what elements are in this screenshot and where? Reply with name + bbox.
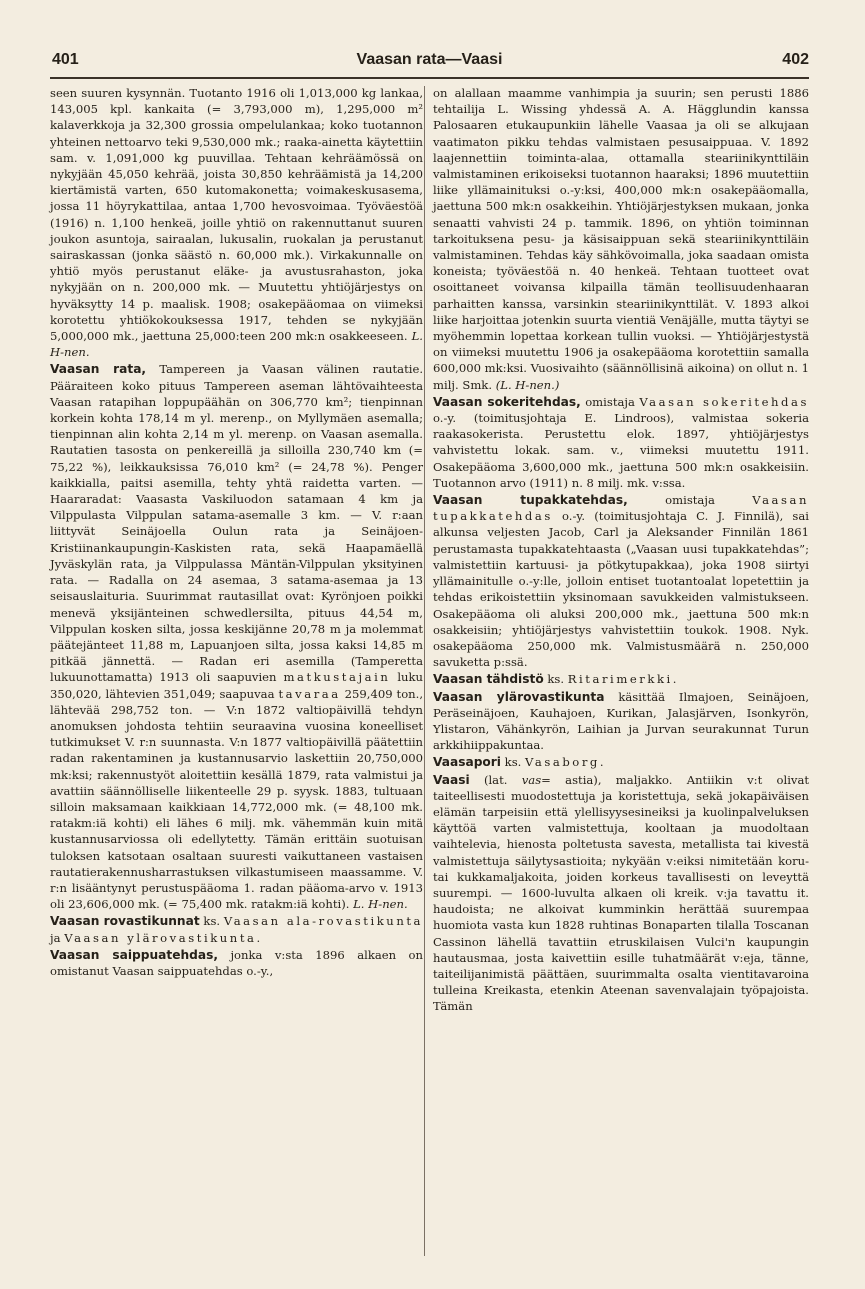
headword: Vaasapori [433, 755, 501, 770]
entry-vaasan-rovastikunnat: Vaasan rovastikunnat ks. Vaasan ala-rovastikunta ja Vaasan ylärovastikunta. [50, 914, 424, 945]
headword: Vaasan tähdistö [433, 672, 544, 687]
entry-vaasan-sokeritehdas: Vaasan sokeritehdas, omistaja Vaasan sokeritehdas o.-y. (toimitusjohtaja E. Lindroos), valmistaa sokeria raakasokerista. Perustettu elok. 1897, yhtiöjärjestys vahvistettu lokak. sam. v., viimeksi muutettu 1911. Osakepääoma 3,600,000 mk., jaettuna 500 mk:n osakkeisiin. Tuotannon arvo (1911) n. 8 milj. mk. v:ssa. [433, 394, 809, 490]
author-signature: L. H-nen. [353, 897, 408, 912]
author-signature: L. H-nen. [50, 329, 423, 360]
entry-continuation: seen suuren kysynnän. Tuotanto 1916 oli 1,013,000 kg lankaa, 143,005 kpl. kankaita (= 3,793,000 m), 1,295,000 m² kalaverkkoja ja 32,300 grossia ompelulankaa; koko tuotannon yhteinen nettoarvo teki 9,530,000 mk.; raaka-ainetta käytettiin sam. v. 1,091,000 kg puuvillaa. Tehtaan kehräämössä on nykyjään 45,050 kehrää, joista 30,850 kehräämistä ja 14,200 kiertämistä varten, 650 kutomakonetta; voimakeskusasema, jossa 11 höyrykattilaa, antaa 1,700 hevosvoimaa. Työväestöä (1916) n. 1,100 henkeä, joille yhtiö on rakennuttanut suuren joukon asuntoja, sairaalan, lukusalin, ruokalan ja perustanut sairaskassan (jonka säästö n. 60,000 mk.). Virkakunnalle on yhtiö myös perustanut eläke- ja avustusrahaston, joka nykyjään on n. 200,000 mk. — Muutettu yhtiöjärjestys on hyväksytty 14 p. maalisk. 1908; osakepääomaa on viimeksi korotettu yhtiökokouksessa 1917, tehden se nykyjään 5,000,000 mk., jaettuna 25,000:teen 200 mk:n osakkeeseen. L. H-nen. [50, 86, 423, 360]
running-title: Vaasan rata—Vaasi [356, 51, 503, 68]
entry-vaasan-tahdisto: Vaasan tähdistö ks. Ritarimerkki. [433, 672, 680, 687]
column-divider [424, 86, 425, 1256]
entry-vaasan-saippuatehdas: Vaasan saippuatehdas, jonka v:sta 1896 alkaen on omistanut Vaasan saippuatehdas o.-y., [50, 947, 424, 978]
page-number-left: 401 [52, 51, 79, 68]
entry-vaasan-tupakkatehdas: Vaasan tupakkatehdas, omistaja Vaasan tupakkatehdas o.-y. (toimitusjohtaja C. J. Finnilä), sai alkunsa veljesten Jacob, Carl ja Aleksander Finnilän 1861 perustamasta tupakkatehtaasta („Vaasan uusi tupakkatehdas”; valmistettiin kartuusi- ja pötkytupakkaa), joka 1908 siirtyi yllämainitulle o.-y:lle, jolloin entiset tuotantoalat lopetettiin ja tehdas erikoistettiin yksinomaan savukkeiden valmistukseen. Osakepääoma oli aluksi 200,000 mk., jaettuna 500 mk:n osakkeisiin; yhtiöjärjestys vahvistettiin toukok. 1908. Nyk. osakepääoma 250,000 mk. Valmistusmäärä n. 250,000 savuketta p:ssä. [433, 493, 809, 670]
headword: Vaasan saippuatehdas, [50, 947, 218, 962]
entry-saippuatehdas-continuation: on alallaan maamme vanhimpia ja suurin; sen perusti 1886 tehtailija L. Wissing yhdessä A. A. Hägglundin kanssa Palosaaren etukaupunkiin lähelle Vaasaa ja oli se alkujaan vaatimaton pikku tehdas valmistaen pesusaippuaa. V. 1892 laajennettiin toiminta-alaa, ottamalla steariinikynttiläin valmistaminen erikoiseksi tuotannon haaraksi; 1896 muutettiin liike yllämainituksi o.-y:ksi, 400,000 mk:n osakepääomalla, jaettuna 500 mk:n osakkeihin. Yhtiöjärjestyksen mukaan, jonka senaatti vahvisti 24 p. tammik. 1896, on yhtiön toiminnan tarkoituksena pesu- ja käsisaippuan sekä steariinikynttiläin valmistaminen. Tehdas käy sähkövoimalla, joka saadaan omista koneista; työväestöä n. 40 henkeä. Tehtaan tuotteet ovat osoittaneet voivansa kilpailla tämän teollisuudenhaaran parhaitten kanssa, varsinkin steariinikynttilät. V. 1893 alkoi liike harjoittaa jotenkin suurta vientiä Venäjälle, mutta täytyi se myöhemmin lopettaa korkean tullin vuoksi. — Yhtiöjärjestystä on viimeksi muutettu 1906 ja osakepääoma korotettiin samalla 600,000 mk:ksi. Vuosivaihto (säännöllisinä aikoina) on ollut n. 1 milj. Smk. (L. H-nen.) [433, 86, 809, 392]
entry-vaasapori: Vaasapori ks. Vasaborg. [433, 755, 607, 770]
author-signature: (L. H-nen.) [495, 377, 560, 392]
page-header [50, 47, 809, 79]
headword: Vaasan sokeritehdas, [433, 394, 581, 409]
headword: Vaasan rata, [50, 362, 147, 377]
headword: Vaasan rovastikunnat [50, 914, 200, 929]
headword: Vaasan tupakkatehdas, [433, 493, 628, 508]
left-column [50, 85, 423, 979]
entry-vaasi: Vaasi (lat. vas= astia), maljakko. Antiikin v:t olivat taiteellisesti muodostettuja ja koristettuja, sekä jokapäiväisen elämän tarpeisiin että ylellisyysesineiksi ja kuolinpalveluksen käyttöä varten valmistettuja, kooltaan ja muodoltaan vaihtelevia, hienosta poltetusta savesta, metallista tai kivestä valmistettuja säilytysastioita; nykyään v:eiksi nimitetään koru- tai kukkamaljakoita, joiden korkeus tavallisesti on leveyttä suurempi. — 1600-luvulta alkaen oli kreik. v:ja tavattu it. haudoista; ne alkoivat kumminkin herättää suurempaa huomiota vasta kun 1828 ruhtinas Bonaparten tilalla Toscanan Cassinon lähellä tavattiin etruskilaisen Vulci'n kaupungin hautausmaa, josta kaivettiin esille tuhatmäärät v:eja, tänne, taiteilijanimistä päättäen, suurimmalta osalta vientitavaroina tulleina Kreikasta, etenkin Ateenan savenvalajain työpajoista. Tämän [433, 772, 810, 1014]
entry-vaasan-rata: Vaasan rata, Tampereen ja Vaasan välinen rautatie. Pääraiteen koko pituus Tampereen aseman lähtövaihteesta Vaasan ratapihan loppupäähän on 306,770 km²; tienpinnan korkein kohta 178,14 m yl. merenp., on Myllymäen asemalla; tienpinnan alin kohta 2,14 m yl. merenp. on Vaasan asemalla. Rautatien tasosta on penkereillä ja silloilla 230,740 km (= 75,22 %), leikkauksissa 76,010 km² (= 24,78 %). Penger kaikkialla, paitsi asemilla, tehty yhtä raidetta varten. — Haararadat: Vaasasta Vaskiluodon satamaan 4 km ja Vilppulasta Vilppulan satama-asemalle 3 km. — V. r:aan liittyvät Seinäjoella Oulun rata ja Seinäjoen-Kristiinankaupungin-Kaskisten rata, sekä Haapamäellä Jyväskylän rata, ja Vilppulassa Mäntän-Vilppulan yksityinen rata. — Radalla on 24 asemaa, 3 satama-asemaa ja 13 seisauslaituria. Suurimmat rautasillat ovat: Kyrönjoen poikki menevä yksijänteinen schwedlersilta, pituus 44,54 m, Vilppulan kosken silta, jossa keskijänne 20,78 m ja molemmat päätejänteet 11,88 m, Lapuanjoen silta, jossa kaksi 14,85 m pitkää jännettä. — Radan eri asemilla (Tamperetta lukuunottamatta) 1913 oli saapuvien matkustajain luku 350,020, lähtevien 351,049; saapuvaa tavaraa 259,409 ton., lähtevää 298,752 ton. — V:n 1872 valtiopäivillä tehdyn anomuksen johdosta tehtiin seuraavina vuosina koneelliset tutkimukset V. r:n suunnasta. V:n 1877 valtiopäivillä päätettiin radan rakentaminen ja kustannusarvio laskettiin 20,750,000 mk:ksi; rakennustyöt aloitettiin kesällä 1879, rata valmistui ja avattiin säännölliselle liikenteelle 29 p. syysk. 1883, tultuaan silloin maksamaan kaikkiaan 14,772,000 mk. (= 48,100 mk. ratakm:iä kohti) eli lähes 6 milj. mk. vähemmän kuin mitä kustannusarviossa oli edellytetty. Tämän erittäin suotuisan tuloksen katsotaan osaltaan suuresti vaikuttaneen vastaisen rautatierakennusharrastuksen vilkastumiseen maassamme. V. r:n lisääntynyt perustuspääoma 1. radan pääoma-arvo v. 1913 oli 23,606,000 mk. (= 75,400 mk. ratakm:iä kohti). L. H-nen. [50, 362, 424, 912]
entry-vaasan-ylarovastikunta: Vaasan ylärovastikunta käsittää Ilmajoen, Seinäjoen, Peräseinäjoen, Kauhajoen, Kurikan, Jalasjärven, Isonkyrön, Ylistaron, Vähänkyrön, Laihian ja Jurvan seurakunnat Turun arkkihiippakuntaa. [433, 689, 810, 753]
headword: Vaasan ylärovastikunta [433, 689, 605, 704]
headword: Vaasi [433, 772, 470, 787]
page-number-right: 402 [782, 51, 809, 68]
right-column [433, 85, 809, 1015]
